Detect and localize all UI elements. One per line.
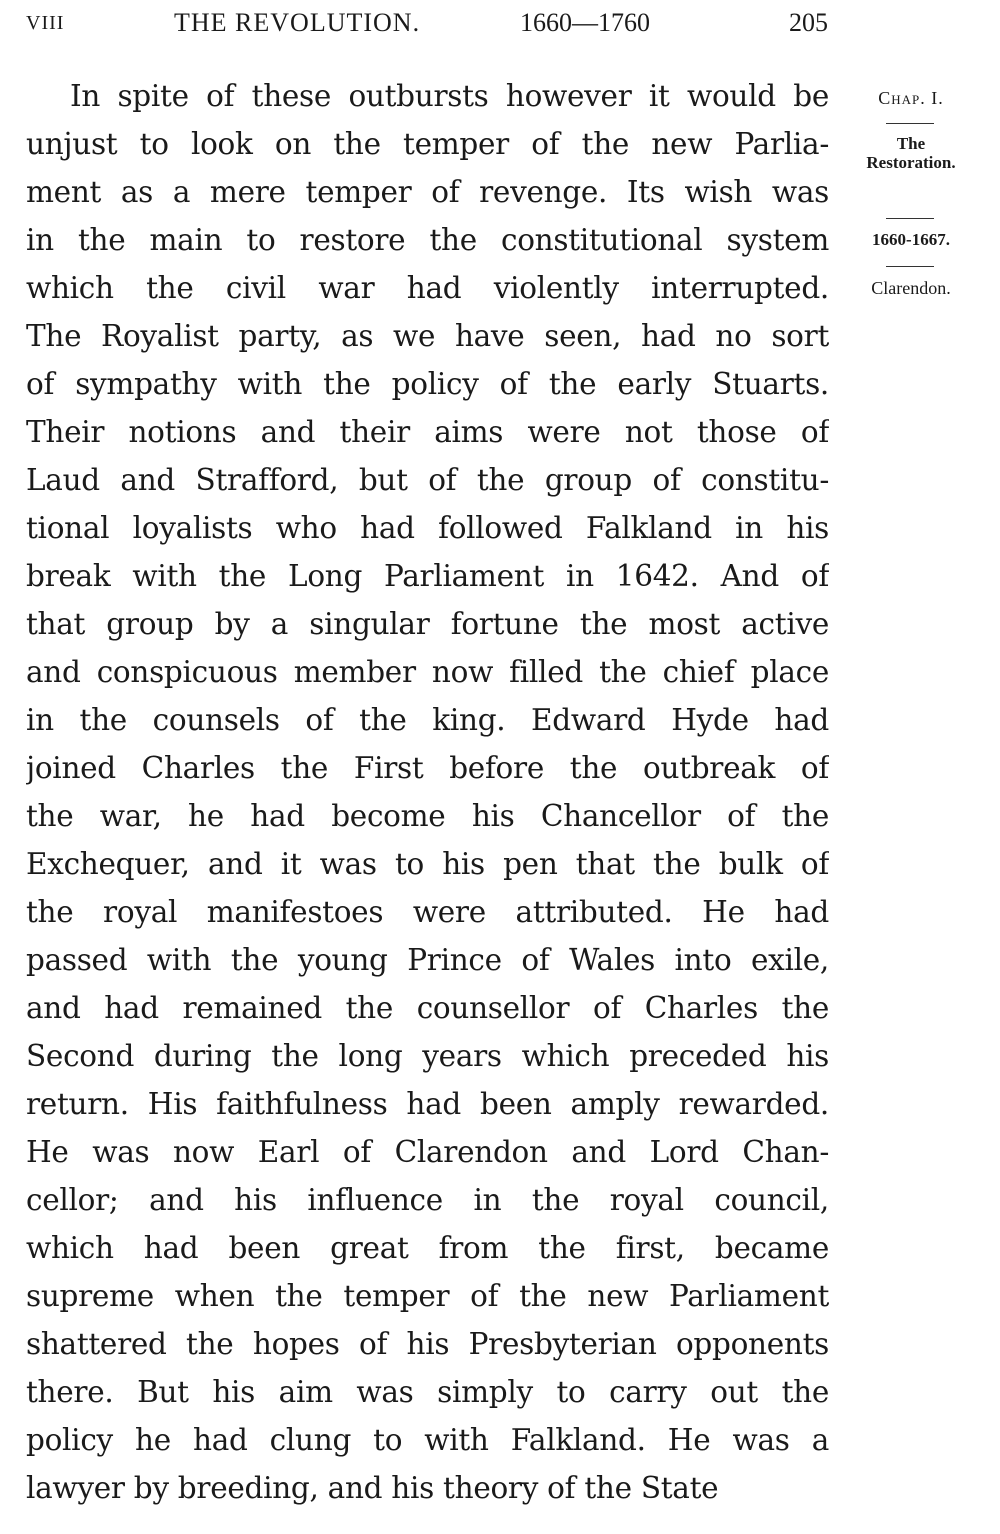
text-line: and had remained the counsellor of Charles the [26, 991, 829, 1025]
text-line: the war, he had become his Chancellor of the [26, 799, 829, 833]
text-line: there. But his aim was simply to carry out the [26, 1375, 829, 1409]
text-line: cellor; and his influence in the royal council, [26, 1183, 829, 1217]
text-line: policy he had clung to with Falkland. He was a [26, 1423, 829, 1457]
text-line: of sympathy with the policy of the early Stuarts. [26, 367, 829, 401]
margin-note-topic: Clarendon. [871, 278, 951, 298]
text-line: unjust to look on the temper of the new Parlia- [26, 127, 829, 161]
text-line: in the main to restore the constitutional system [26, 223, 829, 257]
page-number: 205 [789, 8, 828, 37]
text-line: return. His faithfulness had been amply rewarded. [26, 1087, 829, 1121]
text-line: and conspicuous member now filled the chief place [26, 655, 829, 689]
text-line: He was now Earl of Clarendon and Lord Chan- [26, 1135, 829, 1169]
text-line: joined Charles the First before the outbreak of [26, 751, 829, 785]
text-line: tional loyalists who had followed Falkland in his [26, 511, 829, 545]
margin-rule [886, 123, 934, 124]
text-line: which had been great from the first, became [26, 1231, 829, 1265]
margin-rule [886, 266, 934, 267]
text-line: Their notions and their aims were not those of [26, 415, 829, 449]
text-line: lawyer by breeding, and his theory of the State [26, 1471, 719, 1505]
margin-note-section-text: The Restoration. [866, 134, 956, 172]
margin-note-section [848, 134, 974, 172]
margin-rule [886, 218, 934, 219]
text-line: break with the Long Parliament in 1642. And of [26, 559, 829, 593]
text-line: the royal manifestoes were attributed. He had [26, 895, 829, 929]
margin-note-chapter: Chap. I. [878, 88, 944, 108]
text-line: Second during the long years which preceded his [26, 1039, 829, 1073]
text-line: In spite of these outbursts however it would be [70, 79, 829, 113]
text-line: shattered the hopes of his Presbyterian opponents [26, 1327, 829, 1361]
text-line: which the civil war had violently interrupted. [26, 271, 829, 305]
text-line: Laud and Strafford, but of the group of constitu- [26, 463, 829, 497]
text-line: ment as a mere temper of revenge. Its wish was [26, 175, 829, 209]
text-line: passed with the young Prince of Wales into exile, [26, 943, 829, 977]
running-head [26, 6, 828, 40]
text-line: Exchequer, and it was to his pen that the bulk of [26, 847, 829, 881]
text-line: that group by a singular fortune the most active [26, 607, 829, 641]
text-line: supreme when the temper of the new Parliament [26, 1279, 829, 1313]
text-line: The Royalist party, as we have seen, had no sort [26, 319, 829, 353]
body-paragraph [26, 72, 829, 1512]
running-title: THE REVOLUTION. [174, 8, 421, 37]
running-years: 1660—1760 [520, 8, 650, 37]
chapter-number: VIII [26, 12, 65, 34]
text-line: in the counsels of the king. Edward Hyde had [26, 703, 829, 737]
margin-note-dates: 1660-1667. [872, 230, 950, 249]
